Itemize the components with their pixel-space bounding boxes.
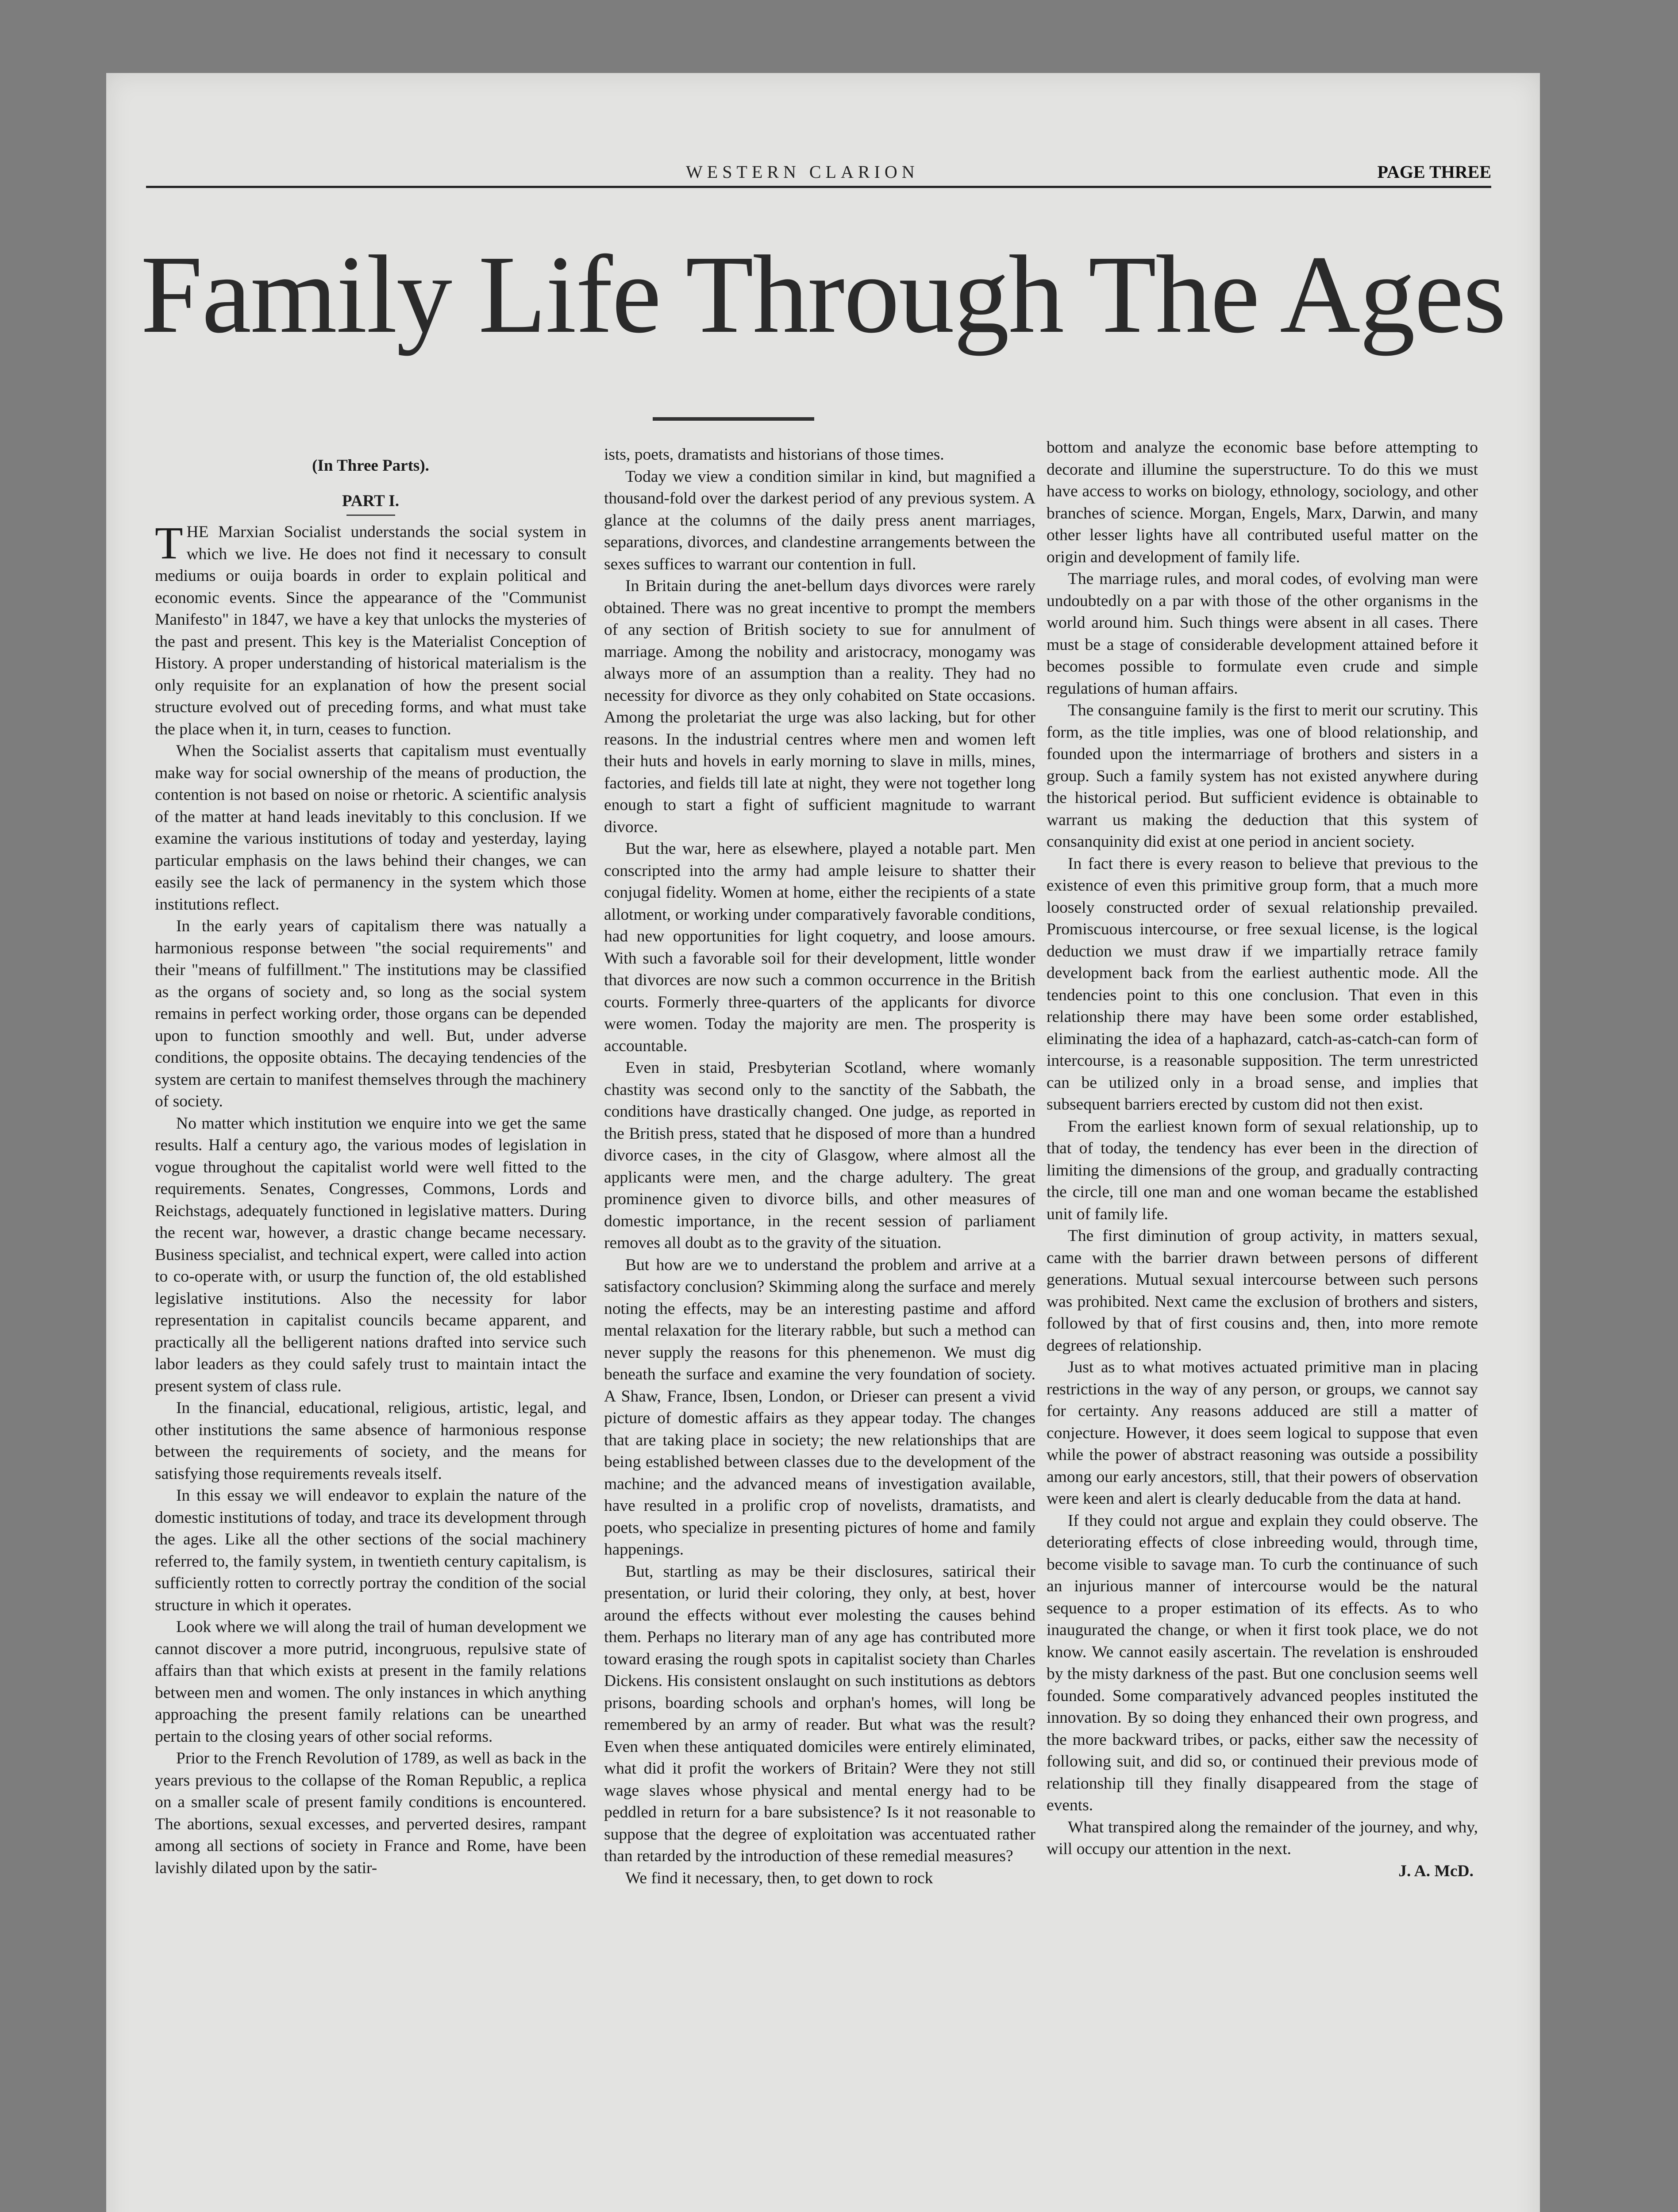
- paragraph: When the Socialist asserts that capitalism must eventually make way for social ownership of the means of production, the contention is not based on noise or rhetoric. A scientific analysis of the matter at hand leads inevitably to this conclusion. If we examine the various institutions of today and yesterday, laying particular emphasis on the laws behind their changes, we can easily see the lack of permanency in the system which those institutions reflect.: [155, 742, 586, 914]
- article-title: Family Life Through The Ages: [140, 232, 1506, 356]
- drop-cap: T: [155, 518, 183, 568]
- paragraph: Just as to what motives actuated primitive man in placing restrictions in the way of any person, or groups, we cannot say for certainty. Any reasons adduced are still a matter of conjecture. However, it does seem logical to suppose that even while the power of abstract reasoning was outside a possibility among our early ancestors, still, that their powers of observation were keen and alert is clearly deducable from the data at hand.: [1047, 1358, 1478, 1508]
- paragraph: bottom and analyze the economic base before attempting to decorate and illumine the superstructure. To do this we must have access to works on biology, ethnology, sociology, and other branches of science. Morgan, Engels, Marx, Darwin, and many other lesser lights have all contributed useful matter on the origin and development of family life.: [1047, 438, 1478, 566]
- newspaper-page: [106, 73, 1540, 2212]
- author-signature: J. A. McD.: [1398, 1862, 1474, 1880]
- paragraph: But, startling as may be their disclosures, satirical their presentation, or lurid their coloring, they only, at best, hover around the effects without ever molesting the causes behind them. Perhaps no literary man of any age has contributed more toward erasing the rough spots in capitalist society than Charles Dickens. His consistent onslaught on such institutions as debtors prisons, boarding schools and orphan's homes, will long be remembered by an army of reader. But what was the result? Even when these antiquated domiciles were entirely eliminated, what did it profit the workers of Britain? Were they not still wage slaves whose physical and mental energy had to be peddled in return for a bare subsistence? Is it not reasonable to suppose that the degree of exploitation was accentuated rather than retarded by the introduction of these remedial measures?: [604, 1562, 1035, 1865]
- paragraph: In the financial, educational, religious, artistic, legal, and other institutions the same absence of harmonious response between the requirements of society, and the means for satisfying those requirements reveals itself.: [155, 1399, 586, 1483]
- paragraph: Today we view a condition similar in kind, but magnified a thousand-fold over the darkest period of any previous system. A glance at the columns of the daily press anent marriages, separations, divorces, and clandestine arrangements between the sexes suffices to warrant our contention in full.: [604, 467, 1035, 573]
- paragraph: But the war, here as elsewhere, played a notable part. Men conscripted into the army had ample leisure to shatter their conjugal fidelity. Women at home, either the recipients of a state allotment, or working under comparatively favorable conditions, had new opportunities for light coquetry, and loose amours. With such a favorable soil for their development, little wonder that divorces are now such a common occurrence in the British courts. Formerly three-quarters of the applicants for divorce were women. Today the majority are men. The prosperity is accountable.: [604, 840, 1035, 1055]
- paragraph: In the early years of capitalism there was natually a harmonious response between "the social requirements" and their "means of fulfillment." The institutions may be classified as the organs of society and, so long as the social system remains in perfect working order, those organs can be depended upon to function smoothly and well. But, under adverse conditions, the opposite obtains. The decaying tendencies of the system are certain to manifest themselves through the machinery of society.: [155, 917, 586, 1110]
- column-3: [1047, 437, 1478, 2212]
- part-rule: [346, 515, 395, 516]
- paragraph: Prior to the French Revolution of 1789, as well as back in the years previous to the collapse of the Roman Republic, a replica on a smaller scale of present family conditions is encountered. The abortions, sexual excesses, and perverted desires, rampant among all sections of society in France and Rome, have been lavishly dilated upon by the satir-: [155, 1749, 586, 1877]
- paragraph: If they could not argue and explain they could observe. The deteriorating effects of close inbreeding would, through time, become visible to savage man. To curb the continuance of such an injurious manner of intercourse would be the natural sequence to a proper estimation of its effects. As to who inaugurated the change, or when it first took place, we do not know. We cannot easily ascertain. The revelation is enshrouded by the misty darkness of the past. But one conclusion seems well founded. Some comparatively advanced peoples instituted the innovation. By so doing they enhanced their own progress, and the more backward tribes, or packs, either saw the necessity of following suit, and did so, or continued their previous mode of relationship till they finally disappeared from the stage of events.: [1047, 1511, 1478, 1814]
- publication-name: WESTERN CLARION: [686, 162, 919, 182]
- paragraph: The marriage rules, and moral codes, of evolving man were undoubtedly on a par with those of the other organisms in the world around him. Such things were absent in all cases. There must be a stage of considerable development attained before it becomes possible to formulate even crude and simple regulations of human affairs.: [1047, 570, 1478, 698]
- page-label: PAGE THREE: [1377, 162, 1491, 182]
- paragraph: In fact there is every reason to believe that previous to the existence of even this primitive group form, that a much more loosely constructed order of sexual relationship prevailed. Promiscuous intercourse, or free sexual license, is the logical deduction we must draw if we impartially retrace family development back from the earliest authentic mode. All the tendencies point to this one conclusion. That even in this relationship there may have been some order established, eliminating the idea of a haphazard, catch-as-catch-can form of intercourse, is a reasonable supposition. The term unrestricted can be utilized only in a broad sense, and implies that subsequent barriers erected by custom did not then exist.: [1047, 854, 1478, 1114]
- running-head: [106, 161, 1540, 188]
- paragraph: In Britain during the anet-bellum days divorces were rarely obtained. There was no great incentive to prompt the members of any section of British society to sue for annulment of marriage. Among the nobility and aristocracy, monogamy was always more of an assumption than a reality. They had no necessity for divorce as they only cohabited on State occasions. Among the proletariat the urge was also lacking, but for other reasons. In the industrial centres where men and women left their huts and hovels in early morning to slave in mills, mines, factories, and fields till late at night, they were not together long enough to start a fight of sufficient magnitude to warrant divorce.: [604, 577, 1035, 836]
- paragraph: ists, poets, dramatists and historians of those times.: [604, 445, 944, 464]
- paragraph: Even in staid, Presbyterian Scotland, where womanly chastity was second only to the sanctity of the Sabbath, the conditions have drastically changed. One judge, as reported in the British press, stated that he disposed of more than a hundred divorce cases, in the city of Glasgow, where almost all the applicants were men, and the charge adultery. The great prominence given to divorce bills, and other measures of domestic importance, in the recent session of parliament removes all doubt as to the gravity of the situation.: [604, 1059, 1035, 1252]
- article-subtitle: (In Three Parts).: [312, 457, 429, 475]
- paragraph: No matter which institution we enquire into we get the same results. Half a century ago, the various modes of legislation in vogue throughout the capitalist world were well fitted to the requirements. Senates, Congresses, Commons, Lords and Reichstags, adequately functioned in legislative matters. During the recent war, however, a drastic change became necessary. Business specialist, and technical expert, were called into action to co-operate with, or usurp the function of, the old established legislative institutions. Also the necessity for labor representation in capitalist councils became apparent, and practically all the belligerent nations drafted into service such labor leaders as they could safely trust to maintain intact the present system of class rule.: [155, 1114, 586, 1395]
- paragraph: We find it necessary, then, to get down to rock: [625, 1869, 933, 1887]
- paragraph: The first diminution of group activity, in matters sexual, came with the barrier drawn between persons of different generations. Mutual sexual intercourse between such persons was prohibited. Next came the exclusion of brothers and sisters, followed by that of first cousins and, then, into more remote degrees of relationship.: [1047, 1227, 1478, 1355]
- column-1: [155, 447, 586, 2212]
- paragraph: Look where we will along the trail of human development we cannot discover a more putrid, incongruous, repulsive state of affairs than that which exists at present in the family relations between men and women. The only instances in which anything approaching the present family relations can be unearthed pertain to the closing years of other social reforms.: [155, 1618, 586, 1746]
- paragraph: But how are we to understand the problem and arrive at a satisfactory conclusion? Skimming along the surface and merely noting the effects, may be an interesting pastime and afford mental relaxation for the literary rabble, but such a method can never supply the reasons for this phenemenon. We must dig beneath the surface and examine the very foundation of society. A Shaw, France, Ibsen, London, or Drieser can present a vivid picture of domestic affairs as they appear today. The changes that are taking place in society; the new relationships that are being established between classes due to the development of the machine; and the advanced means of investigation available, have resulted in a prolific crop of novelists, dramatists, and poets, who specialize in presenting pictures of home and family happenings.: [604, 1256, 1035, 1559]
- header-rule: [146, 186, 1491, 188]
- column-2: [604, 444, 1035, 2212]
- title-underline: [653, 417, 814, 421]
- paragraph: THE Marxian Socialist understands the social system in which we live. He does not find it necessary to consult mediums or ouija boards in order to explain political and economic events. Since the appearance of the "Communist Manifesto" in 1847, we have a key that unlocks the mysteries of the past and present. This key is the Materialist Conception of History. A proper understanding of historical materialism is the only requisite for an explanation of how the present social structure evolved out of preceding forms, and what must take the place when it, in turn, ceases to function.: [155, 518, 586, 738]
- paragraph: From the earliest known form of sexual relationship, up to that of today, the tendency has ever been in the direction of limiting the dimensions of the group, and gradually contracting the circle, till one man and one woman became the established unit of family life.: [1047, 1117, 1478, 1223]
- paragraph: What transpired along the remainder of the journey, and why, will occupy our attention in the next.: [1047, 1818, 1478, 1858]
- paragraph: The consanguine family is the first to merit our scrutiny. This form, as the title implies, was one of blood relationship, and founded upon the intermarriage of brothers and sisters in a group. Such a family system has not existed anywhere during the historical period. But sufficient evidence is obtainable to warrant us making the deduction that this system of consanquinity did exist at one period in ancient society.: [1047, 701, 1478, 851]
- part-heading: PART I.: [342, 492, 399, 510]
- paragraph: In this essay we will endeavor to explain the nature of the domestic institutions of today, and trace its development through the ages. Like all the other sections of the social machinery referred to, the family system, in twentieth century capitalism, is sufficiently rotten to correctly portray the condition of the social structure in which it operates.: [155, 1486, 586, 1614]
